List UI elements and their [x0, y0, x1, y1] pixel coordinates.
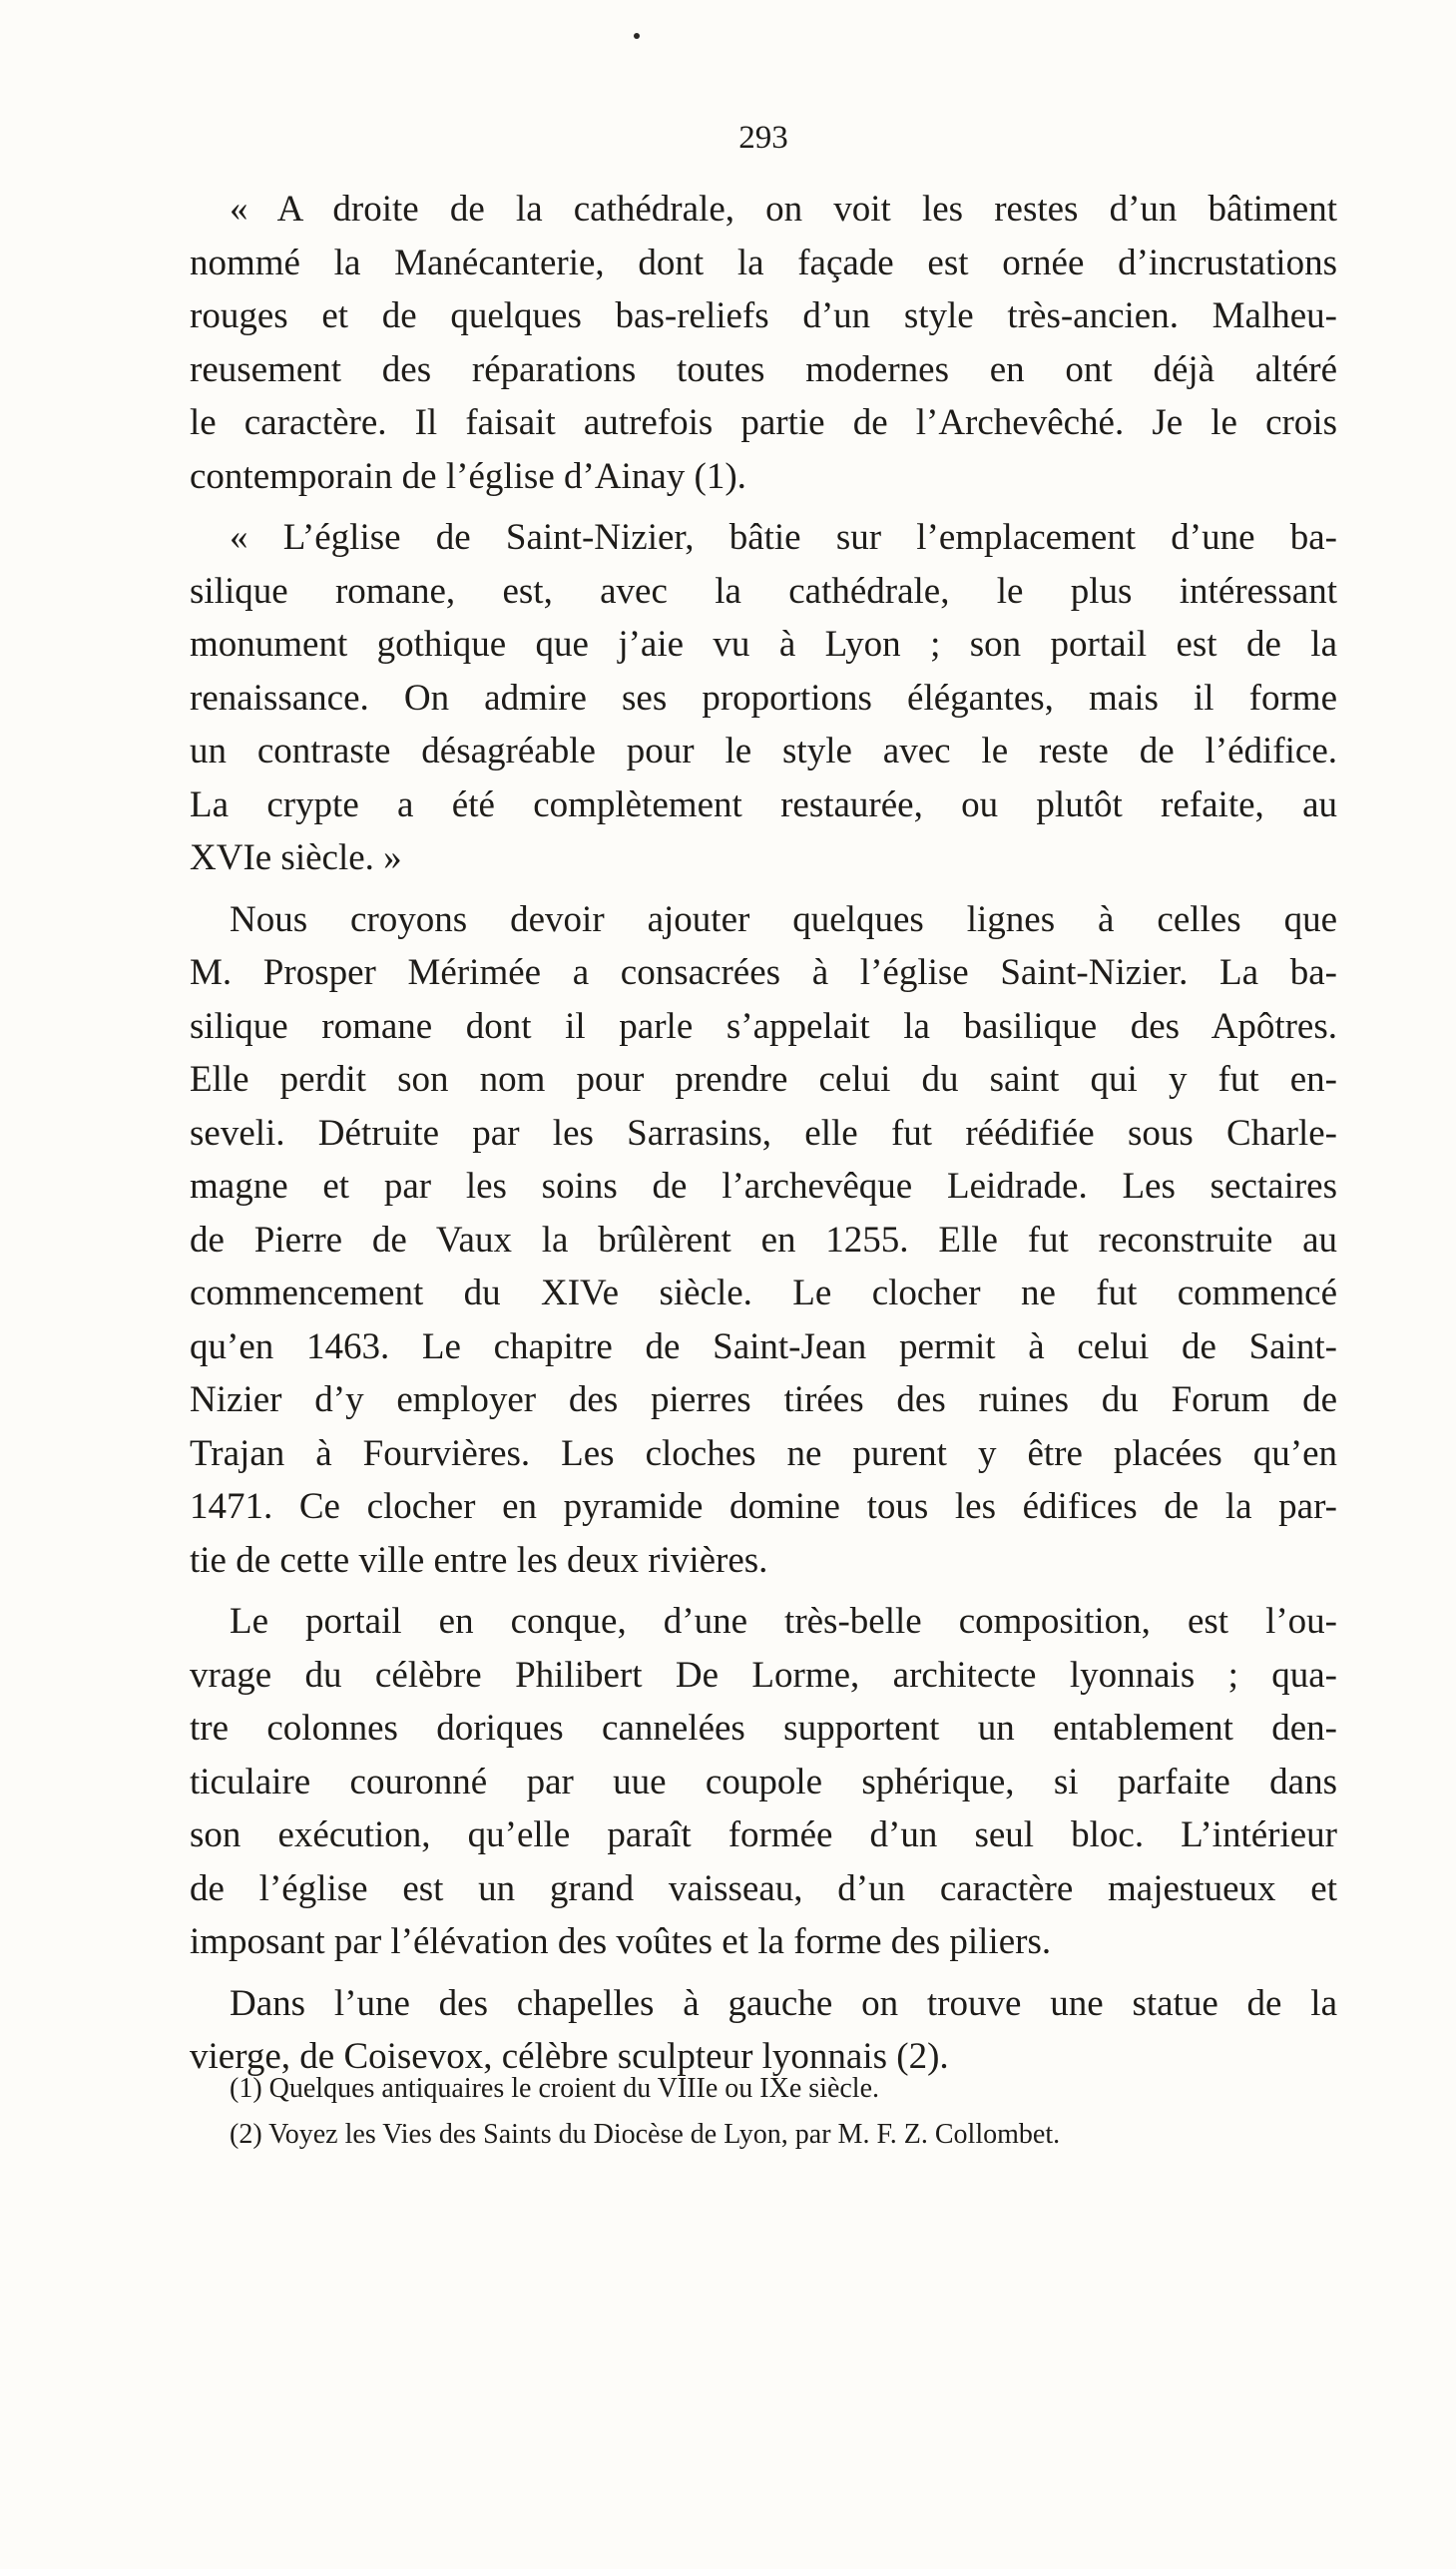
text-line: La crypte a été complètement restaurée, ou plutôt refaite, au — [190, 783, 1337, 825]
paragraph-4 — [190, 1595, 1337, 1969]
text-line: un contraste désagréable pour le style avec le reste de l’édifice. — [190, 731, 1337, 771]
text-line: contemporain de l’église d’Ainay (1). — [190, 455, 746, 497]
text-line: « L’église de Saint-Nizier, bâtie sur l’emplacement d’une ba- — [230, 517, 1337, 558]
text-line: M. Prosper Mérimée a consacrées à l’église Saint-Nizier. La ba- — [190, 952, 1337, 993]
text-line: seveli. Détruite par les Sarrasins, elle fut réédifiée sous Charle- — [190, 1112, 1337, 1154]
text-line: Nous croyons devoir ajouter quelques lignes à celles que — [230, 898, 1337, 940]
text-line: imposant par l’élévation des voûtes et la forme des piliers. — [190, 1921, 1052, 1962]
text-line: tie de cette ville entre les deux rivières. — [190, 1539, 768, 1581]
footnote-1: (1) Quelques antiquaires le croient du VIIIe ou IXe siècle. — [230, 2073, 880, 2104]
text-line: de l’église est un grand vaisseau, d’un caractère majestueux et — [190, 1867, 1337, 1909]
paragraph-2 — [190, 511, 1337, 885]
page-number: 293 — [738, 120, 788, 156]
text-line: monument gothique que j’aie vu à Lyon ; son portail est de la — [190, 624, 1337, 665]
footnotes — [230, 2066, 1327, 2158]
text-line: Elle perdit son nom pour prendre celui du saint qui y fut en- — [190, 1059, 1337, 1100]
text-line: Trajan à Fourvières. Les cloches ne purent y être placées qu’en — [190, 1432, 1337, 1474]
text-line: silique romane dont il parle s’appelait la basilique des Apôtres. — [190, 1005, 1337, 1047]
text-line: 1471. Ce clocher en pyramide domine tous les édifices de la par- — [190, 1486, 1337, 1527]
text-line: XVIe siècle. » — [190, 837, 402, 878]
text-line: Dans l’une des chapelles à gauche on trouve une statue de la — [230, 1982, 1337, 2024]
text-line: commencement du XIVe siècle. Le clocher ne fut commencé — [190, 1273, 1337, 1313]
text-line: reusement des réparations toutes modernes en ont déjà altéré — [190, 348, 1337, 390]
paragraph-1 — [190, 183, 1337, 503]
body-text — [190, 183, 1337, 2084]
text-line: magne et par les soins de l’archevêque Leidrade. Les sectaires — [190, 1166, 1337, 1207]
text-line: le caractère. Il faisait autrefois partie de l’Archevêché. Je le crois — [190, 402, 1337, 443]
text-line: vrage du célèbre Philibert De Lorme, architecte lyonnais ; qua- — [190, 1654, 1337, 1696]
text-line: vierge, de Coisevox, célèbre sculpteur lyonnais (2). — [190, 2036, 949, 2077]
text-line: qu’en 1463. Le chapitre de Saint-Jean permit à celui de Saint- — [190, 1325, 1337, 1367]
text-line: nommé la Manécanterie, dont la façade est ornée d’incrustations — [190, 242, 1337, 283]
text-line: « A droite de la cathédrale, on voit les restes d’un bâtiment — [230, 189, 1337, 230]
text-line: renaissance. On admire ses proportions élégantes, mais il forme — [190, 677, 1337, 719]
text-line: ticulaire couronné par uue coupole sphérique, si parfaite dans — [190, 1761, 1337, 1802]
book-page — [190, 0, 1337, 2569]
text-line: de Pierre de Vaux la brûlèrent en 1255. Elle fut reconstruite au — [190, 1219, 1337, 1261]
text-line: Le portail en conque, d’une très-belle composition, est l’ou- — [230, 1601, 1337, 1642]
text-line: tre colonnes doriques cannelées supportent un entablement den- — [190, 1708, 1337, 1749]
ink-speck — [634, 33, 640, 39]
paragraph-3 — [190, 893, 1337, 1588]
text-line: silique romane, est, avec la cathédrale, le plus intéressant — [190, 570, 1337, 612]
footnote-2: (2) Voyez les Vies des Saints du Diocèse de Lyon, par M. F. Z. Collombet. — [230, 2119, 1061, 2150]
text-line: Nizier d’y employer des pierres tirées des ruines du Forum de — [190, 1379, 1337, 1420]
text-line: son exécution, qu’elle paraît formée d’un seul bloc. L’intérieur — [190, 1814, 1337, 1855]
text-line: rouges et de quelques bas-reliefs d’un style très-ancien. Malheu- — [190, 295, 1337, 336]
